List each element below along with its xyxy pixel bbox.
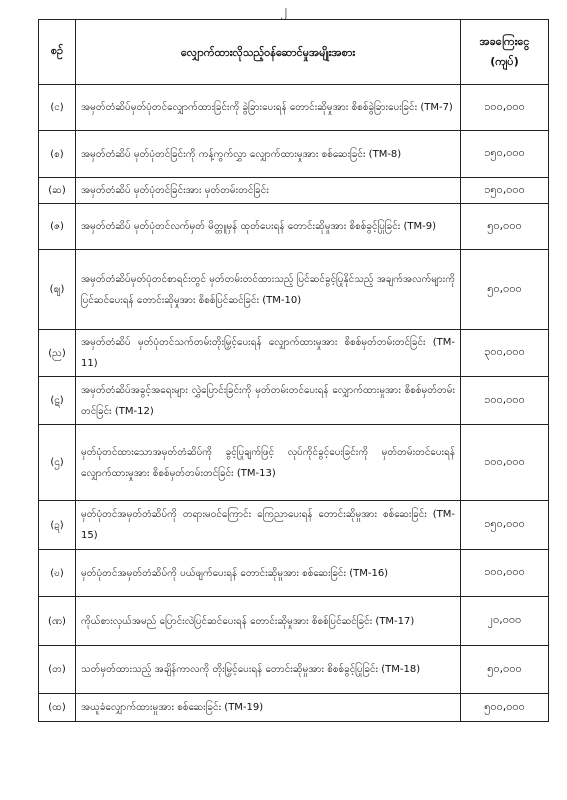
row-description: အမှတ်တံဆိပ်မှတ်ပုံတင်လျှောက်ထားခြင်းကို ခွဲခြားပေးရန် တောင်းဆိုမှုအား စိစစ်ခွဲခြားပေးခြင်း (TM-7) [76, 85, 461, 131]
row-fee: ၁၅၀,၀၀၀ [461, 501, 549, 550]
row-fee: ၁၅၀,၀၀၀ [461, 178, 549, 204]
row-serial: (ဆ) [39, 178, 76, 204]
row-fee: ၁၅၀,၀၀၀ [461, 131, 549, 178]
table-row [39, 377, 549, 425]
table-row [39, 501, 549, 550]
row-description: အမှတ်တံဆိပ်မှတ်ပုံတင်စာရင်းတွင် မှတ်တမ်းတင်ထားသည့် ပြင်ဆင်ခွင့်ပြုနိုင်သည့် အချက်အလက်များကို ပြင်ဆင်ပေးရန် တောင်းဆိုမှုအား စိစစ်ပြင်ဆင်ခြင်း (TM-10) [76, 250, 461, 330]
header-serial: စဉ် [39, 20, 76, 85]
row-description: မှတ်ပုံတင်အမှတ်တံဆိပ်ကို တရားမဝင်ကြောင်း ကြေညာပေးရန် တောင်းဆိုမှုအား စစ်ဆေးခြင်း (TM-15) [76, 501, 461, 550]
row-fee: ၂၀,၀၀၀ [461, 597, 549, 646]
table-row [39, 550, 549, 597]
row-description: အမှတ်တံဆိပ် မှတ်ပုံတင်ခြင်းအား မှတ်တမ်းတင်ခြင်း [76, 178, 461, 204]
row-fee: ၅၀,၀၀၀ [461, 646, 549, 694]
header-fee-unit: (ကျပ်) [490, 55, 519, 68]
row-serial: (ည) [39, 330, 76, 377]
table-header-row [39, 20, 549, 85]
row-fee: ၅၀,၀၀၀ [461, 204, 549, 250]
header-service-type: လျှောက်ထားလိုသည့်ဝန်ဆောင်မှုအမျိုးအစား [76, 20, 461, 85]
row-description: အမှတ်တံဆိပ် မှတ်ပုံတင်လက်မှတ် မိတ္တူမှန် ထုတ်ပေးရန် တောင်းဆိုမှုအား စိစစ်ခွင့်ပြုခြင်း (TM-9) [76, 204, 461, 250]
table-row [39, 131, 549, 178]
row-serial: (ဍ) [39, 501, 76, 550]
row-fee: ၃၀၀,၀၀၀ [461, 330, 549, 377]
row-serial: (ထ) [39, 694, 76, 722]
row-serial: (ဋ) [39, 377, 76, 425]
row-description: ကိုယ်စားလှယ်အမည် ပြောင်းလဲပြင်ဆင်ပေးရန် တောင်းဆိုမှုအား စိစစ်ပြင်ဆင်ခြင်း (TM-17) [76, 597, 461, 646]
row-description: မှတ်ပုံတင်ထားသောအမှတ်တံဆိပ်ကို ခွင့်ပြုချက်ဖြင့် လုပ်ကိုင်ခွင့်ပေးခြင်းကို မှတ်တမ်းတင်ပေးရန် လျှောက်ထားမှုအား စိစစ်မှတ်တမ်းတင်ခြင်း (TM-13) [76, 425, 461, 501]
row-fee: ၁၀၀,၀၀၀ [461, 550, 549, 597]
page-number: ၂ [280, 3, 287, 18]
table-row [39, 330, 549, 377]
row-description: အမှတ်တံဆိပ်အခွင့်အရေးများ လွှဲပြောင်းခြင်းကို မှတ်တမ်းတင်ပေးရန် လျှောက်ထားမှုအား စိစစ်မှတ်တမ်းတင်ခြင်း (TM-12) [76, 377, 461, 425]
row-fee: ၅၀,၀၀၀ [461, 250, 549, 330]
row-serial: (ဈ) [39, 250, 76, 330]
row-fee: ၅၀၀,၀၀၀ [461, 694, 549, 722]
table-row [39, 597, 549, 646]
row-description: သတ်မှတ်ထားသည့် အချိန်ကာလကို တိုးမြှင့်ပေးရန် တောင်းဆိုမှုအား စိစစ်ခွင့်ပြုခြင်း (TM-18) [76, 646, 461, 694]
row-serial: (ဏ) [39, 597, 76, 646]
table-row [39, 646, 549, 694]
row-fee: ၁၀၀,၀၀၀ [461, 425, 549, 501]
row-serial: (တ) [39, 646, 76, 694]
row-serial: (ဌ) [39, 425, 76, 501]
row-fee: ၁၀၀,၀၀၀ [461, 85, 549, 131]
table-row [39, 178, 549, 204]
table-row [39, 85, 549, 131]
table-row [39, 425, 549, 501]
row-serial: (င) [39, 85, 76, 131]
header-fee [461, 20, 549, 85]
row-description: အယူခံလျှောက်ထားမှုအား စစ်ဆေးခြင်း (TM-19) [76, 694, 461, 722]
row-description: အမှတ်တံဆိပ် မှတ်ပုံတင်သက်တမ်းတိုးမြှင့်ပေးရန် လျှောက်ထားမှုအား စိစစ်မှတ်တမ်းတင်ခြင်း (TM-11) [76, 330, 461, 377]
row-serial: (စ) [39, 131, 76, 178]
table-row [39, 694, 549, 722]
header-fee-label: အခကြေးငွေ [479, 35, 530, 48]
table-row [39, 250, 549, 330]
row-fee: ၁၀၀,၀၀၀ [461, 377, 549, 425]
row-description: အမှတ်တံဆိပ် မှတ်ပုံတင်ခြင်းကို ကန့်ကွက်လွှာ လျှောက်ထားမှုအား စစ်ဆေးခြင်း (TM-8) [76, 131, 461, 178]
table-row [39, 204, 549, 250]
row-serial: (ဎ) [39, 550, 76, 597]
fee-table [38, 19, 549, 722]
row-description: မှတ်ပုံတင်အမှတ်တံဆိပ်ကို ပယ်ဖျက်ပေးရန် တောင်းဆိုမှုအား စစ်ဆေးခြင်း (TM-16) [76, 550, 461, 597]
row-serial: (ဇ) [39, 204, 76, 250]
